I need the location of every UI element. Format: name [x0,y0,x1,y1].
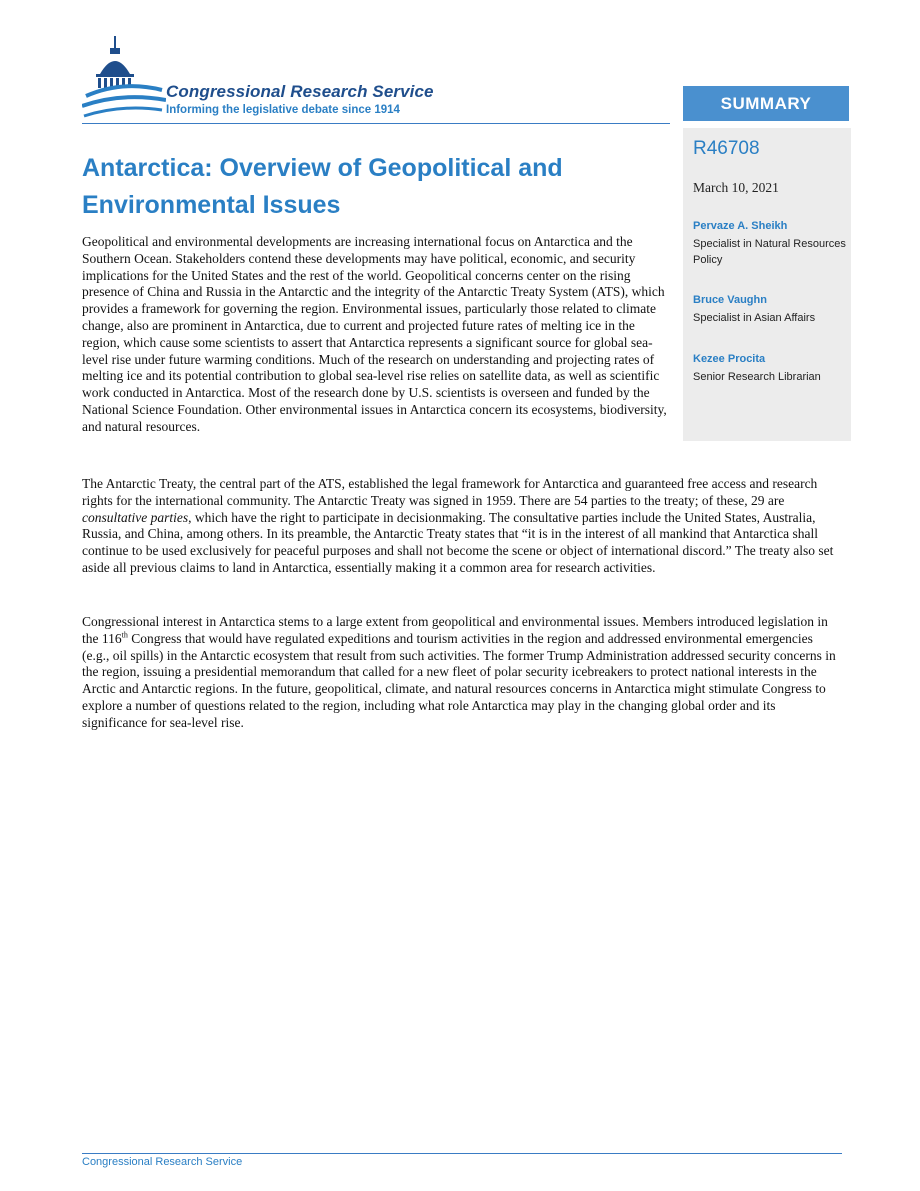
summary-paragraph [82,476,842,577]
author-block [693,294,848,326]
ordinal-suffix: th [121,630,128,640]
org-name: Congressional Research Service [166,82,434,101]
emphasized-term: consultative parties [82,509,189,525]
author-title: Specialist in Natural Resources Policy [693,238,846,266]
crs-logo [82,34,482,124]
capitol-dome-icon [82,34,166,124]
report-date: March 10, 2021 [693,180,779,195]
paragraph-text: Congressional interest in Antarctica stems to a large extent from geopolitical and environmental issues. Members introduced legislation in the 116 [82,614,828,646]
author-title: Specialist in Asian Affairs [693,312,816,324]
document-title: Antarctica: Overview of Geopolitical and Environmental Issues [82,154,563,219]
report-number: R46708 [693,138,760,159]
summary-paragraph: Geopolitical and environmental developments are increasing international focus on Antarctica and the Southern Ocean. Stakeholders contend these developments may have political, economic, and security implications for the United States and the rest of the world. Geopolitical concerns center on the rising presence of China and Russia in the Antarctic and the integrity of the Antarctic Treaty System (ATS), which provides a framework for governing the region. Environmental issues, particularly those related to climate change, also are prominent in Antarctica, due to current and projected future rates of melting ice in the region, which cause some scientists to assert that Antarctica represents a significant source for global sea-level rise under future warming conditions. Much of the research on understanding and projecting rates of melting ice and its potential contribution to global sea-level rise relies on satellite data, as well as scientific work conducted in Antarctica. Most of the research done by U.S. scientists is overseen and funded by the National Science Foundation. Other environmental issues in Antarctica concern its ecosystems, biodiversity, and natural resources. [82,234,667,434]
footer-divider [82,1153,842,1154]
summary-paragraph [82,614,842,732]
author-name: Kezee Procita [693,353,766,365]
paragraph-text: The Antarctic Treaty, the central part of the ATS, established the legal framework for Antarctica and guaranteed free access and research rights for the international community. The Antarctic Treaty was signed in 1959. There are 54 parties to the treaty; of these, 29 are [82,476,818,508]
footer-text: Congressional Research Service [82,1156,243,1168]
author-block [693,353,848,385]
paragraph-text: , which have the right to participate in decisionmaking. The consultative parties include the United States, Australia, Russia, and China, among others. In its preamble, the Antarctic Treaty states that “it is in the interest of all mankind that Antarctica shall continue to be used exclusively for peaceful purposes and shall not become the scene or object of international discord.” The treaty also set aside all previous claims to land in Antarctica, essentially making it a common area for research activities. [82,509,834,575]
author-block [693,220,848,268]
author-name: Bruce Vaughn [693,294,767,306]
org-tagline: Informing the legislative debate since 1914 [166,104,400,116]
author-name: Pervaze A. Sheikh [693,220,788,232]
summary-heading: SUMMARY [683,86,849,121]
summary-sidebar [683,128,851,441]
header-divider [82,123,670,124]
paragraph-text: Congress that would have regulated expeditions and tourism activities in the region and addressed environmental emergencies (e.g., oil spills) in the Antarctic ecosystem that result from such activities. The former Trump Administration addressed security concerns in the region, issuing a presidential memorandum that called for a new fleet of polar security icebreakers to protect national interests in the Arctic and Antarctic regions. In the future, geopolitical, climate, and natural resources concerns in Antarctica might stimulate Congress to explore a number of questions related to the region, including what role Antarctica may play in the changing global order and its significance for sea-level rise. [82,630,836,730]
author-title: Senior Research Librarian [693,371,821,383]
